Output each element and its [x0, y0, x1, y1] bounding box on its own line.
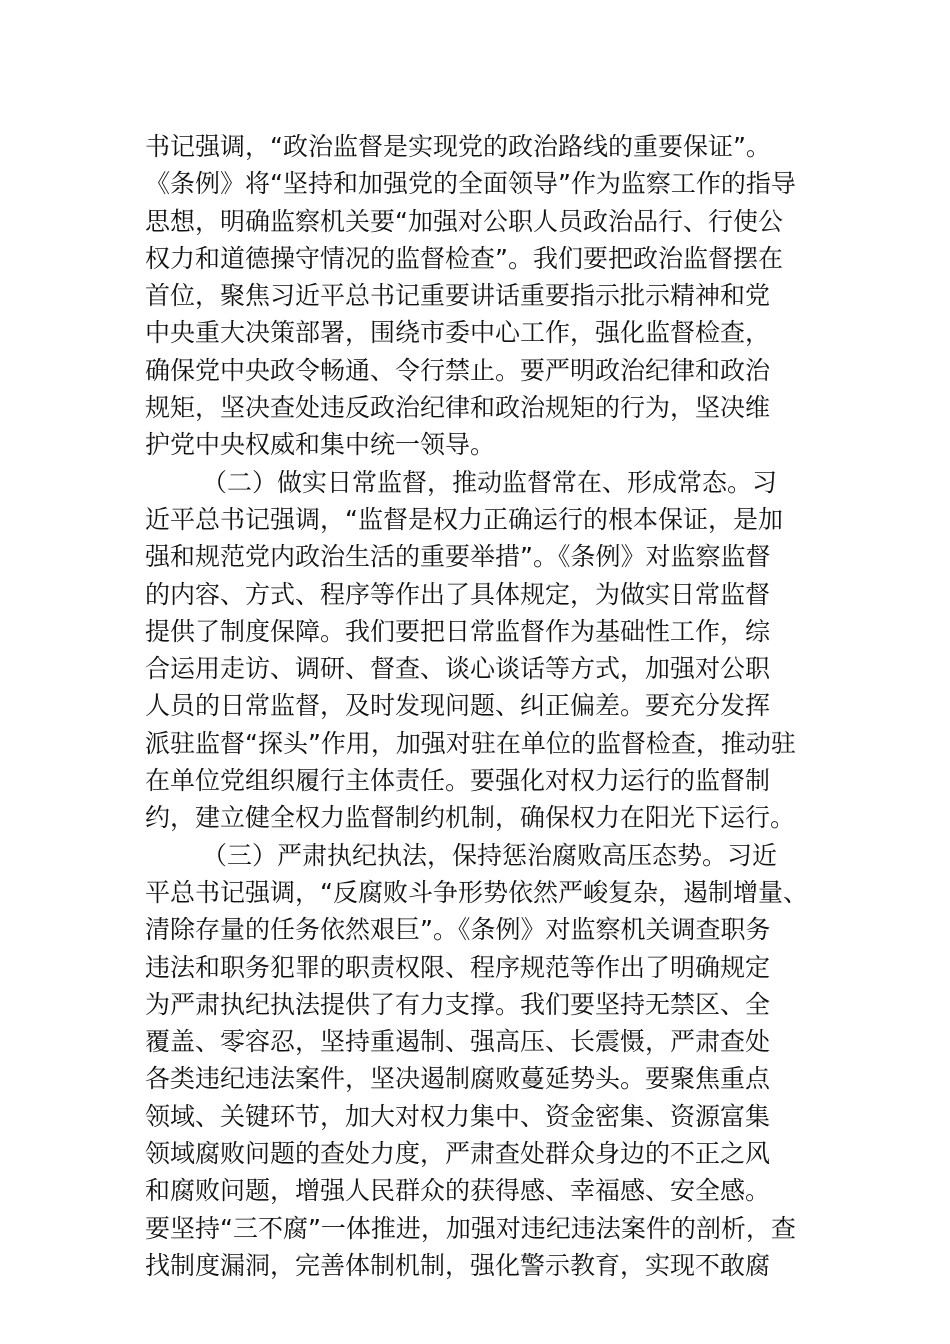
text-line: 平总书记强调，“反腐败斗争形势依然严峻复杂，遏制增量、	[145, 877, 808, 907]
text-line: 首位，聚焦习近平总书记重要讲话重要指示批示精神和党	[145, 281, 771, 311]
text-line: 强和规范党内政治生活的重要举措”。《条例》对监察监督	[145, 542, 771, 572]
body-text	[145, 128, 815, 1284]
text-line: 派驻监督“探头”作用，加强对驻在单位的监督检查，推动驻	[145, 728, 796, 758]
text-line: 思想，明确监察机关要“加强对公职人员政治品行、行使公	[145, 206, 783, 236]
text-line: 人员的日常监督，及时发现问题、纠正偏差。要充分发挥	[145, 691, 771, 721]
text-line: 中央重大决策部署，围绕市委中心工作，强化监督检查，	[145, 318, 771, 348]
text-line: 《条例》将“坚持和加强党的全面领导”作为监察工作的指导	[145, 169, 796, 199]
text-line: 合运用走访、调研、督查、谈心谈话等方式，加强对公职	[145, 654, 771, 684]
paragraph-heading-line: （二）做实日常监督，推动监督常在、形成常态。习	[202, 467, 778, 497]
text-line: 违法和职务犯罪的职责权限、程序规范等作出了明确规定	[145, 952, 771, 982]
text-line: 护党中央权威和集中统一领导。	[145, 430, 496, 460]
text-line: 为严肃执纪执法提供了有力支撑。我们要坚持无禁区、全	[145, 989, 771, 1019]
paragraph-heading-line: （三）严肃执纪执法，保持惩治腐败高压态势。习近	[202, 840, 778, 870]
text-line: 覆盖、零容忍，坚持重遏制、强高压、长震慑，严肃查处	[145, 1027, 771, 1057]
text-line: 要坚持“三不腐”一体推进，加强对违纪违法案件的剖析，查	[145, 1213, 796, 1243]
text-line: 的内容、方式、程序等作出了具体规定，为做实日常监督	[145, 579, 771, 609]
text-line: 确保党中央政令畅通、令行禁止。要严明政治纪律和政治	[145, 355, 771, 385]
text-line: 和腐败问题，增强人民群众的获得感、幸福感、安全感。	[145, 1176, 771, 1206]
text-line: 约，建立健全权力监督制约机制，确保权力在阳光下运行。	[145, 803, 796, 833]
text-line: 各类违纪违法案件，坚决遏制腐败蔓延势头。要聚焦重点	[145, 1064, 771, 1094]
text-line: 领域腐败问题的查处力度，严肃查处群众身边的不正之风	[145, 1139, 771, 1169]
text-line: 领域、关键环节，加大对权力集中、资金密集、资源富集	[145, 1101, 771, 1131]
text-line: 清除存量的任务依然艰巨”。《条例》对监察机关调查职务	[145, 915, 771, 945]
text-line: 在单位党组织履行主体责任。要强化对权力运行的监督制	[145, 766, 771, 796]
text-line: 提供了制度保障。我们要把日常监督作为基础性工作，综	[145, 616, 771, 646]
text-line: 找制度漏洞，完善体制机制，强化警示教育，实现不敢腐	[145, 1250, 771, 1280]
text-line: 权力和道德操守情况的监督检查”。我们要把政治监督摆在	[145, 243, 783, 273]
text-line: 规矩，坚决查处违反政治纪律和政治规矩的行为，坚决维	[145, 393, 771, 423]
text-line: 书记强调，“政治监督是实现党的政治路线的重要保证”。	[145, 132, 771, 161]
text-line: 近平总书记强调，“监督是权力正确运行的根本保证，是加	[145, 504, 783, 534]
